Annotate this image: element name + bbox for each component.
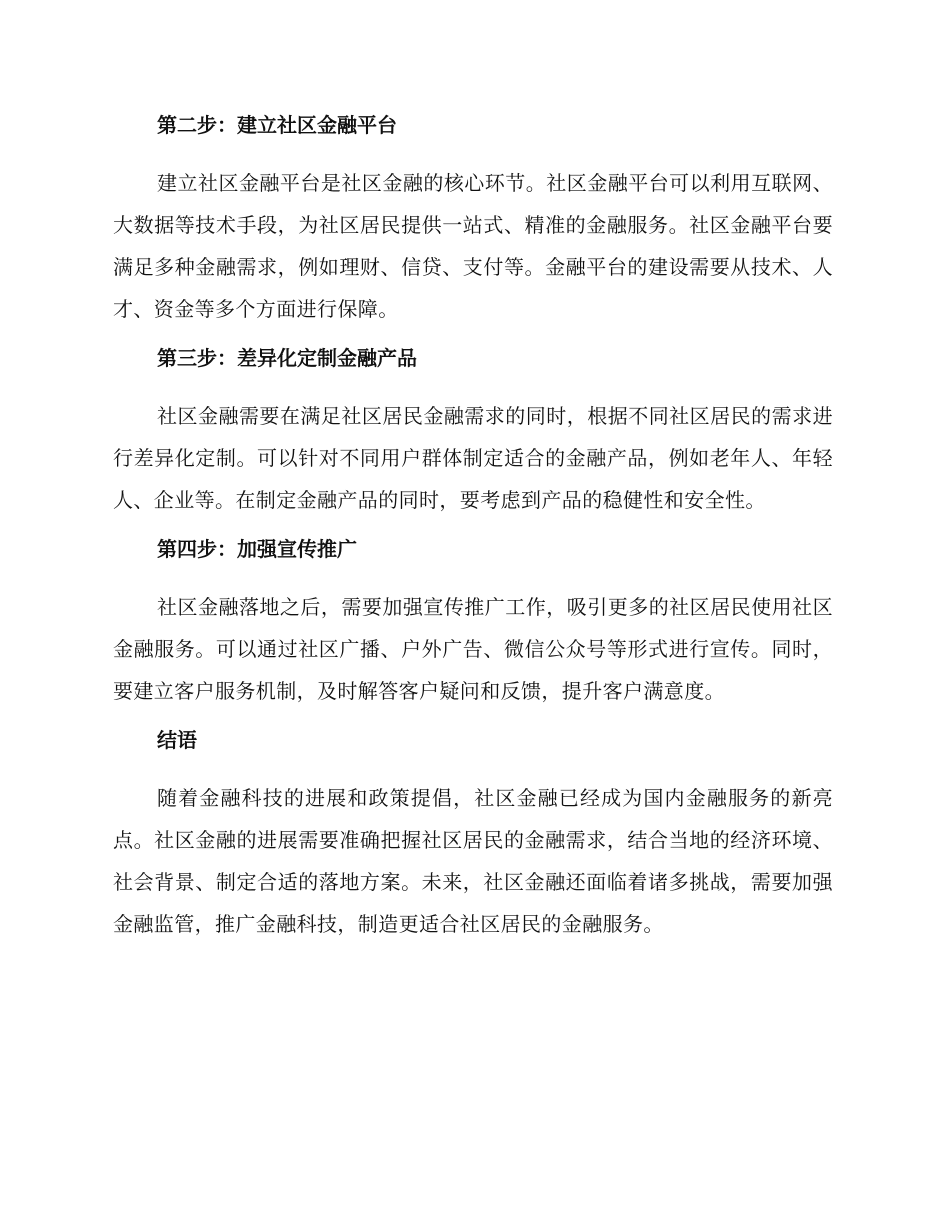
section-heading-step-three: 第三步：差异化定制金融产品 [157, 346, 417, 370]
section-heading-conclusion: 结语 [157, 728, 197, 752]
document-body [113, 110, 833, 945]
section-paragraph-step-two: 建立社区金融平台是社区金融的核心环节。社区金融平台可以利用互联网、大数据等技术手段，为社区居民提供一站式、精准的金融服务。社区金融平台要满足多种金融需求，例如理财、信贷、支付等。金融平台的建设需要从技术、人才、资金等多个方面进行保障。 [113, 171, 833, 321]
section-heading-step-four: 第四步：加强宣传推广 [157, 537, 357, 561]
section-paragraph-step-four: 社区金融落地之后，需要加强宣传推广工作，吸引更多的社区居民使用社区金融服务。可以通过社区广播、户外广告、微信公众号等形式进行宣传。同时，要建立客户服务机制，及时解答客户疑问和反馈，提升客户满意度。 [113, 595, 833, 703]
section-heading-step-two: 第二步：建立社区金融平台 [157, 113, 397, 137]
section-paragraph-conclusion: 随着金融科技的进展和政策提倡，社区金融已经成为国内金融服务的新亮点。社区金融的进展需要准确把握社区居民的金融需求，结合当地的经济环境、社会背景、制定合适的落地方案。未来，社区金融还面临着诸多挑战，需要加强金融监管，推广金融科技，制造更适合社区居民的金融服务。 [113, 786, 833, 936]
section-paragraph-step-three: 社区金融需要在满足社区居民金融需求的同时，根据不同社区居民的需求进行差异化定制。可以针对不同用户群体制定适合的金融产品，例如老年人、年轻人、企业等。在制定金融产品的同时，要考虑到产品的稳健性和安全性。 [113, 404, 833, 512]
